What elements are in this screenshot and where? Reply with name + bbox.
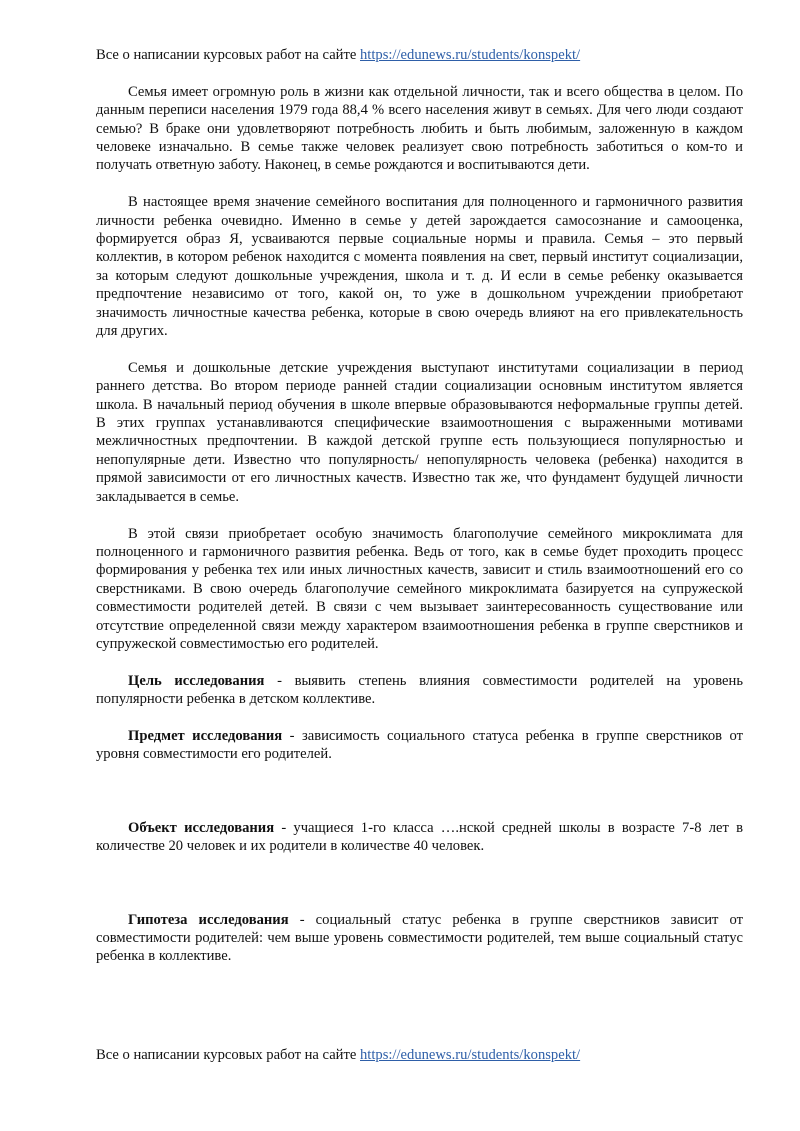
research-object-text: - учащиеся 1-го класса ….нской средней школы в возрасте 7-8 лет в количестве 20 человек и их родители в количестве 40 человек. (96, 819, 743, 855)
research-object (96, 819, 743, 856)
footer-line (96, 1046, 743, 1064)
research-goal-text: - выявить степень влияния совместимости родителей на уровень популярности ребенка в детском коллективе. (96, 672, 743, 708)
research-object-label: Объект исследования (128, 819, 275, 836)
footer-link[interactable]: https://edunews.ru/students/konspekt/ (360, 1047, 581, 1063)
footer-prefix: Все о написании курсовых работ на сайте (96, 1047, 360, 1063)
research-subject (96, 727, 743, 764)
document-page (96, 46, 743, 966)
research-hypothesis-label: Гипотеза исследования (128, 911, 289, 928)
research-subject-text: - зависимость социального статуса ребенка в группе сверстников от уровня совместимости его родителей. (96, 727, 743, 763)
research-hypothesis (96, 911, 743, 966)
research-hypothesis-text: - социальный статус ребенка в группе сверстников зависит от совместимости родителей: чем выше уровень совместимости родителей, тем выше социальный статус ребенка в коллективе. (96, 911, 743, 965)
paragraph-1: Семья имеет огромную роль в жизни как отдельной личности, так и всего общества в целом. По данным переписи населения 1979 года 88,4 % всего населения живут в семьях. Для чего люди создают семью? В браке они удовлетворяют потребность любить и быть любимым, заложенную в каждом человеке изначально. В семье также человек реализует свою потребность заботиться о ком-то и получать ответную заботу. Наконец, в семье рождаются и воспитываются дети. (96, 83, 743, 174)
research-goal (96, 672, 743, 709)
header-prefix: Все о написании курсовых работ на сайте (96, 47, 360, 63)
paragraph-2: В настоящее время значение семейного воспитания для полноценного и гармоничного развития личности ребенка очевидно. Именно в семье у детей зарождается самосознание и самооценка, формируется образ Я, усваиваются первые социальные нормы и правила. Семья – это первый коллектив, в котором ребенок находится с момента появления на свет, первый институт социализации, за которым следуют дошкольные учреждения, школа и т. д. И если в семье ребенку оказывается предпочтение независимо от того, какой он, то уже в дошкольном учреждении приобретают значимость личностные качества ребенка, которые в свою очередь влияют на его привлекательность для других. (96, 194, 743, 340)
research-subject-label: Предмет исследования (128, 727, 283, 744)
paragraph-3: Семья и дошкольные детские учреждения выступают институтами социализации в период раннего детства. Во втором периоде ранней стадии социализации основным институтом является школа. В начальный период обучения в школе впервые образовываются неформальные группы детей. В этих группах устанавливаются специфические взаимоотношения с выраженными мотивами межличностных предпочтении. В каждой детской группе есть пользующиеся популярностью и непопулярные дети. Известно что популярность/ непопулярность человека (ребенка) находится в прямой зависимости от его личностных качеств. Известно так же, что фундамент будущей личности закладывается в семье. (96, 359, 743, 505)
research-goal-label: Цель исследования (128, 672, 265, 689)
paragraph-4: В этой связи приобретает особую значимость благополучие семейного микроклимата для полноценного и гармоничного развития ребенка. Ведь от того, как в семье будет проходить процесс формирования у ребенка тех или иных личностных качеств, зависит и стиль взаимоотношений его со сверстниками. В свою очередь благополучие семейного микроклимата базируется на супружеской совместимости родителей детей. В связи с чем вызывает заинтересованность существование или отсутствие определенной связи между характером взаимоотношения ребенка в группе сверстников и супружеской совместимостью его родителей. (96, 525, 743, 652)
header-link[interactable]: https://edunews.ru/students/konspekt/ (360, 47, 581, 63)
header-line (96, 46, 743, 64)
